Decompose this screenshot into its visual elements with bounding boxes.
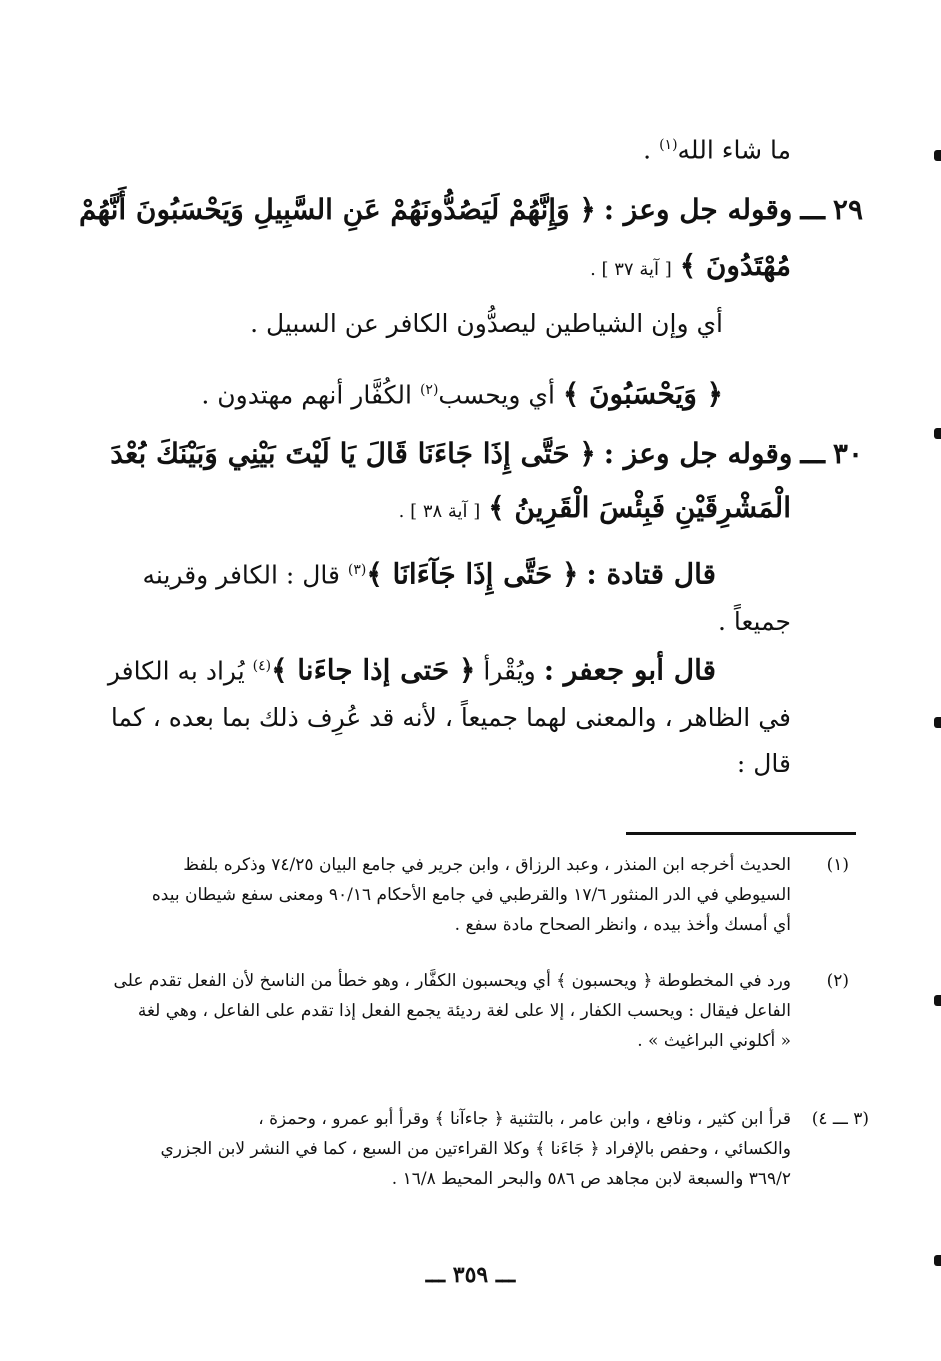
footnote-ref: (٣) [347, 562, 367, 578]
edge-mark [934, 995, 941, 1006]
gloss-text: الكُفَّار أنهم مهتدون . [201, 380, 412, 410]
footnote-line: والكسائي ، وحفص بالإفراد ﴿ جَاءَنا ﴾ وكلا القراءتين من السبع ، كما في النشر لابن الجزري [160, 1139, 791, 1159]
quran-word-quote: ﴿ وَيَحْسَبُونَ ﴾ [562, 377, 723, 411]
jafar-line2 [111, 688, 791, 748]
footnote-3-4 [160, 1104, 869, 1194]
gloss-text: أي ويحسب [438, 380, 555, 410]
footnote-line: الفاعل فيقال : ويحسب الكفار ، إلا على لغة رديئة يجمع الفعل إذا تقدم على الفاعل ، وهي لغة [137, 1001, 791, 1021]
continuation-line [643, 115, 791, 180]
quran-quote: ﴿ حَتَّى إِذَا جَاءَنَا قَالَ يَا لَيْتَ بَيْنِي وَبَيْنَكَ بُعْدَ [110, 437, 596, 470]
entry-30-line2 [399, 478, 791, 542]
footnote-line: أي أمسك وأخذ بيده ، وانظر الصحاح مادة سفع . [454, 915, 791, 935]
quran-quote: مُهْتَدُونَ ﴾ [679, 249, 791, 282]
entry-29-word-gloss [201, 360, 723, 425]
entry-30-line1 [110, 424, 863, 485]
footnote-line: قرأ ابن كثير ، ونافع ، وابن عامر ، بالتثنية ﴿ جاءآنا ﴾ وقرأ أبو عمرو ، وحمزة ، [258, 1109, 791, 1129]
commentary-text: ويُقْرأ [483, 656, 536, 686]
continuation-end: . [643, 135, 652, 165]
commentary-text: يُراد به الكافر [107, 656, 245, 686]
jafar-line3 [737, 734, 791, 794]
footnote-line: السيوطي في الدر المنثور ١٧/٦ والقرطبي في جامع الأحكام ٩٠/١٦ ومعنى سفع شيطان بيده [151, 885, 791, 905]
footnote-2 [113, 966, 849, 1056]
entry-dash: ـــ [800, 437, 825, 470]
aya-reference: [ آية ٣٨ ] . [398, 501, 481, 522]
entry-intro: وقوله جل وعز : [603, 193, 793, 226]
edge-mark [934, 428, 941, 439]
entry-dash: ـــ [800, 193, 825, 226]
quran-quote: الْمَشْرِقَيْنِ فَبِئْسَ الْقَرِينُ ﴾ [488, 491, 791, 524]
footnote-number: (١) [826, 855, 849, 875]
qatada-line2 [718, 592, 791, 652]
footnote-ref: (٢) [419, 382, 439, 398]
entry-number: ٢٩ [832, 193, 863, 226]
entry-29-line2 [590, 236, 791, 300]
commentary-text: جميعاً . [717, 607, 791, 636]
footnote-separator [626, 832, 856, 835]
entry-29-line1 [79, 180, 863, 241]
footnote-ref: (٤) [252, 658, 272, 674]
narrator-label: قال أبو جعفر : [543, 653, 716, 687]
aya-reference: [ آية ٣٧ ] . [590, 259, 672, 280]
entry-29-explanation [250, 294, 723, 354]
page-number: ـــ ٣٥٩ ـــ [425, 1262, 516, 1288]
footnote-number: (٢) [826, 971, 849, 991]
footnote-line: ٣٦٩/٢ والسبعة لابن مجاهد ص ٥٨٦ والبحر المحيط ١٦/٨ . [391, 1169, 791, 1189]
edge-mark [934, 717, 941, 728]
narrator-label: قال قتادة : [586, 557, 716, 591]
commentary-text: قال : [736, 749, 791, 778]
quran-quote: ﴿ وَإِنَّهُمْ لَيَصُدُّونَهُمْ عَنِ السَّبِيلِ وَيَحْسَبُونَ أَنَّهُمْ [79, 193, 596, 226]
quran-word-quote: ﴿ حَتى إذا جاءَنا ﴾ [271, 653, 476, 687]
footnote-line: ورد في المخطوطة ﴿ ويحسبون ﴾ أي ويحسبون الكفَّار ، وهو خطأ من الناسخ لأن الفعل تقدم على [113, 971, 791, 991]
commentary-text: قال : الكافر وقرينه [142, 560, 340, 590]
footnote-ref: (١) [659, 137, 678, 153]
quran-word-quote: ﴿ حَتَّى إِذَا جَآءَانَا ﴾ [366, 557, 579, 591]
footnote-line: « أكلوني البراغيث » . [637, 1031, 791, 1051]
footnote-number: (٣ ـــ ٤) [811, 1109, 869, 1129]
qatada-line1 [143, 540, 716, 605]
footnote-line: الحديث أخرجه ابن المنذر ، وعبد الرزاق ، وابن جرير في جامع البيان ٧٤/٢٥ وذكره بلفظ [183, 855, 791, 875]
commentary-text: في الظاهر ، والمعنى لهما جميعاً ، لأنه قد عُرِف ذلك بما بعده ، كما [110, 703, 791, 732]
entry-intro: وقوله جل وعز : [603, 437, 793, 470]
edge-mark [934, 150, 941, 161]
entry-number: ٣٠ [832, 437, 863, 470]
footnote-1 [151, 850, 849, 940]
continuation-text: ما شاء الله [677, 135, 791, 165]
explanation-text: أي وإن الشياطين ليصدُّون الكافر عن السبيل . [250, 309, 723, 338]
